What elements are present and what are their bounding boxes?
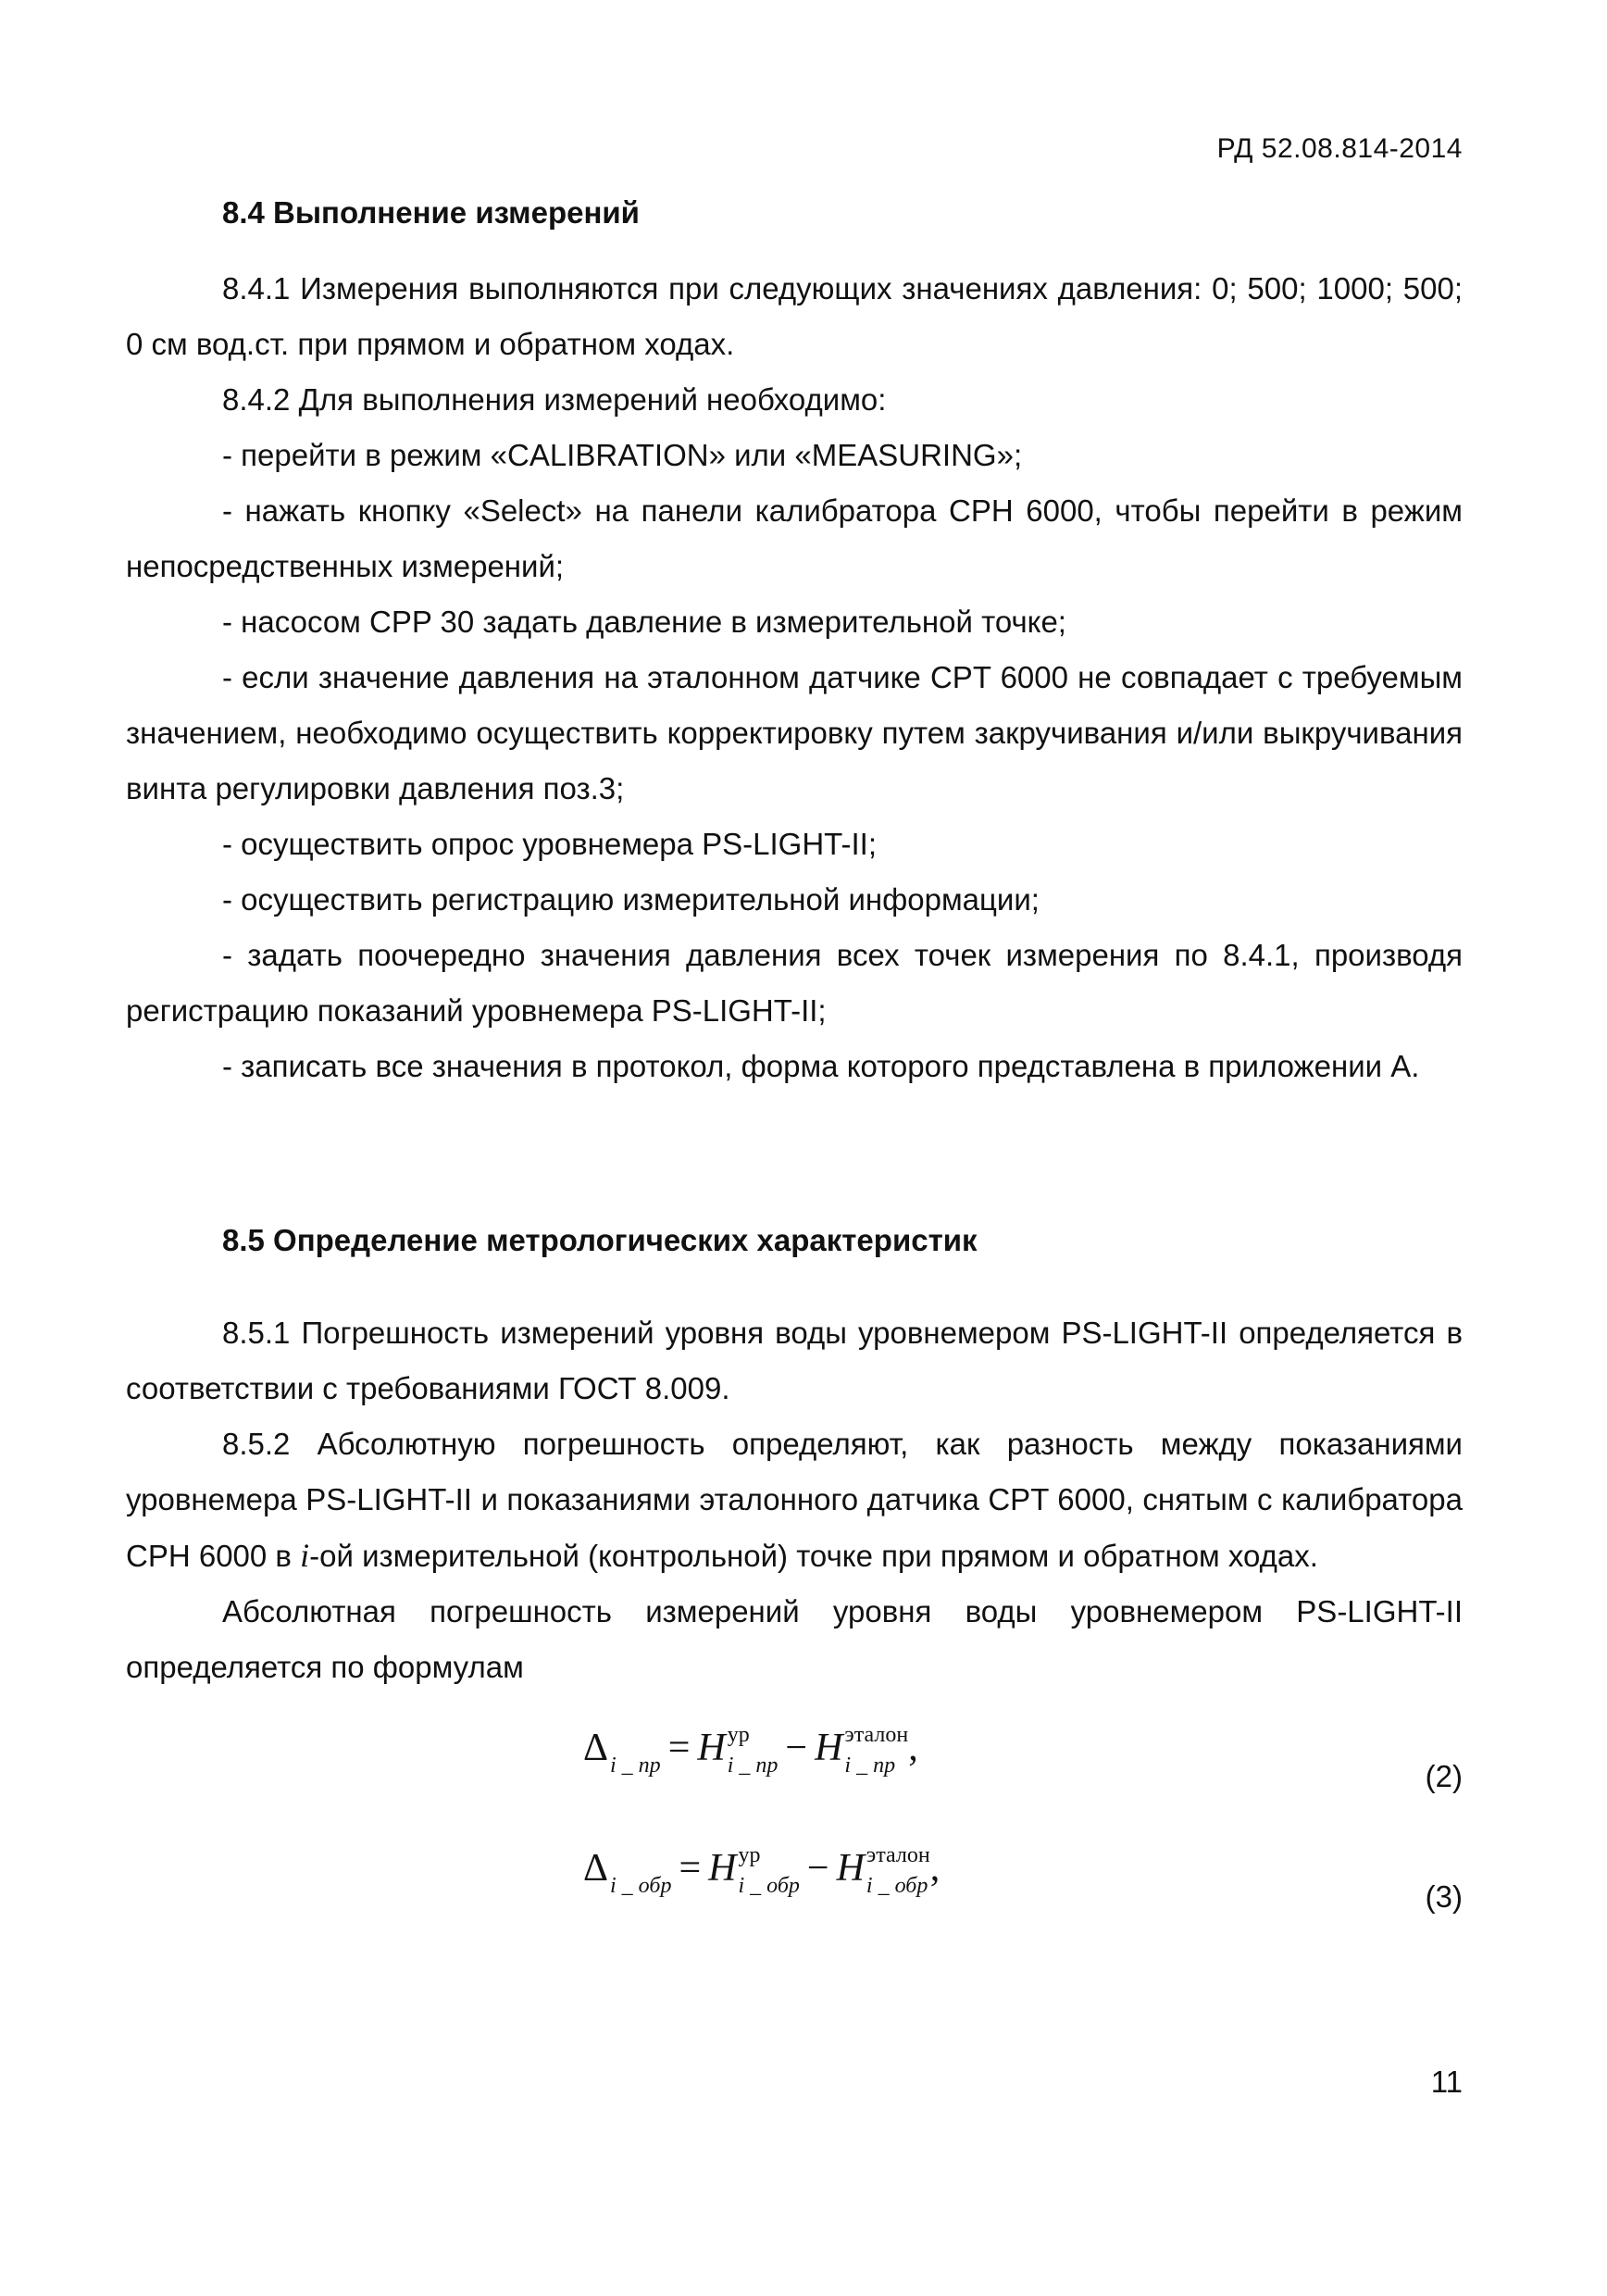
paragraph-8-5-1: 8.5.1 Погрешность измерений уровня воды уровнемером PS-LIGHT-II определяется в соответствии с требованиями ГОСТ 8.009. bbox=[126, 1316, 1463, 1405]
list-item: - нажать кнопку «Select» на панели калибратора CPH 6000, чтобы перейти в режим непосредственных измерений; bbox=[126, 493, 1463, 583]
index-variable: i bbox=[300, 1537, 310, 1574]
delta-symbol: Δ bbox=[583, 1847, 609, 1890]
reference-symbol: H bbox=[836, 1847, 865, 1890]
minus-sign: − bbox=[806, 1847, 829, 1890]
reference-symbol: H bbox=[815, 1727, 843, 1769]
list-item: - если значение давления на эталонном датчике CPT 6000 не совпадает с требуемым значением, необходимо осуществить корректировку путем закручивания и/или выкручивания винта регулировки давления поз.3; bbox=[126, 660, 1463, 805]
equation-number: (3) bbox=[1425, 1879, 1463, 1914]
equation-number: (2) bbox=[1425, 1759, 1463, 1793]
list-item: - насосом CPP 30 задать давление в измерительной точке; bbox=[222, 605, 1066, 639]
paragraph-formulas-intro: Абсолютная погрешность измерений уровня воды уровнемером PS-LIGHT-II определяется по формулам bbox=[126, 1594, 1463, 1684]
level-symbol: H bbox=[697, 1727, 726, 1769]
level-subscript: i _ обр bbox=[738, 1874, 800, 1899]
reference-superscript: эталон bbox=[866, 1842, 930, 1867]
document-id: РД 52.08.814-2014 bbox=[1216, 133, 1463, 164]
level-subscript: i _ пр bbox=[727, 1753, 779, 1778]
list-item: - задать поочередно значения давления всех точек измерения по 8.4.1, производя регистрацию показаний уровнемера PS-LIGHT-II; bbox=[126, 938, 1463, 1028]
paragraph-8-5-2-start: 8.5.2 Абсолютную погрешность определяют, как разность между показаниями уровнемера PS-LIGHT-II и показаниями эталонного датчика CPT 6000, снятым с калибратора CPH 6000 в bbox=[126, 1427, 1463, 1573]
level-superscript: ур bbox=[727, 1722, 750, 1747]
minus-sign: − bbox=[785, 1727, 808, 1769]
list-item: - записать все значения в протокол, форма которого представлена в приложении А. bbox=[222, 1049, 1420, 1083]
equals-sign: = bbox=[679, 1847, 702, 1890]
list-item: - осуществить опрос уровнемера PS-LIGHT-II; bbox=[222, 827, 878, 861]
formula-expression bbox=[583, 1842, 941, 1899]
paragraph-8-4-1: 8.4.1 Измерения выполняются при следующих значениях давления: 0; 500; 1000; 500; 0 см вод.ст. при прямом и обратном ходах. bbox=[126, 271, 1463, 361]
formula-comma: , bbox=[929, 1847, 941, 1890]
paragraph-8-4-2: 8.4.2 Для выполнения измерений необходимо: bbox=[222, 382, 887, 417]
page-content bbox=[126, 185, 1463, 1936]
list-item: - перейти в режим «CALIBRATION» или «MEASURING»; bbox=[222, 438, 1023, 472]
section-8-5-heading: 8.5 Определение метрологических характеристик bbox=[222, 1223, 978, 1257]
formula-2 bbox=[126, 1723, 1463, 1816]
equals-sign: = bbox=[667, 1727, 691, 1769]
reference-subscript: i _ пр bbox=[844, 1753, 896, 1778]
delta-subscript: i _ пр bbox=[610, 1753, 661, 1778]
formula-comma: , bbox=[908, 1727, 918, 1769]
formula-expression bbox=[583, 1722, 918, 1778]
page-number: 11 bbox=[1430, 2065, 1463, 2099]
reference-subscript: i _ обр bbox=[866, 1874, 928, 1899]
level-superscript: ур bbox=[738, 1842, 761, 1867]
paragraph-8-5-2 bbox=[126, 1416, 1463, 1584]
list-item: - осуществить регистрацию измерительной информации; bbox=[222, 882, 1040, 917]
level-symbol: H bbox=[708, 1847, 737, 1890]
section-8-4-heading: 8.4 Выполнение измерений bbox=[222, 195, 640, 230]
delta-subscript: i _ обр bbox=[610, 1874, 672, 1899]
reference-superscript: эталон bbox=[844, 1722, 909, 1747]
delta-symbol: Δ bbox=[583, 1727, 609, 1769]
formula-3 bbox=[126, 1843, 1463, 1936]
paragraph-8-5-2-end: -ой измерительной (контрольной) точке при прямом и обратном ходах. bbox=[309, 1539, 1318, 1573]
